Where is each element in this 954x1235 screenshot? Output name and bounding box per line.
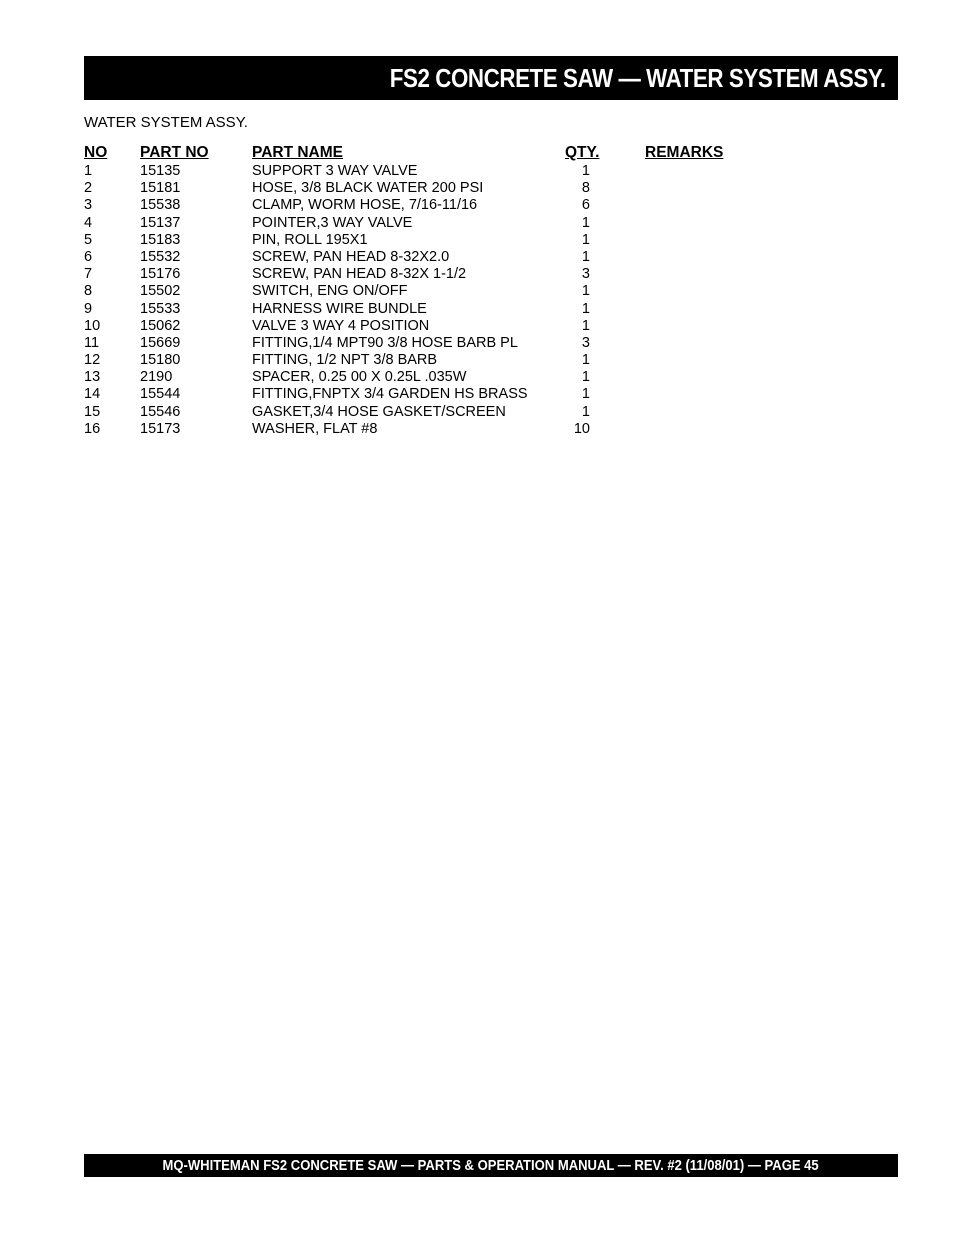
cell-no: 6 — [84, 248, 93, 265]
cell-qty: 1 — [581, 300, 590, 317]
cell-part-no: 15533 — [140, 300, 181, 317]
column-header-remarks: REMARKS — [645, 144, 724, 161]
cell-part-name: SWITCH, ENG ON/OFF — [252, 283, 408, 300]
cell-no: 9 — [84, 300, 93, 317]
column-header-part-name: PART NAME — [252, 144, 343, 161]
column-header-part-no: PART NO — [140, 144, 209, 161]
cell-part-no: 15538 — [140, 197, 181, 214]
table-row — [84, 197, 784, 214]
cell-no: 12 — [84, 352, 101, 369]
cell-qty: 1 — [581, 163, 590, 179]
cell-qty: 3 — [581, 334, 590, 351]
cell-part-name: GASKET,3/4 HOSE GASKET/SCREEN — [252, 403, 506, 420]
cell-no: 5 — [84, 231, 93, 248]
cell-qty: 10 — [573, 420, 590, 437]
cell-part-name: FITTING,FNPTX 3/4 GARDEN HS BRASS — [252, 386, 528, 403]
cell-part-no: 15669 — [140, 334, 181, 351]
table-row — [84, 215, 784, 232]
cell-qty: 6 — [581, 197, 590, 214]
table-row — [84, 266, 784, 283]
cell-qty: 1 — [581, 403, 590, 420]
cell-part-no: 15135 — [140, 163, 181, 179]
cell-part-no: 15183 — [140, 231, 181, 248]
cell-no: 11 — [84, 334, 100, 351]
cell-part-no: 15180 — [140, 352, 181, 369]
column-header-no: NO — [84, 144, 108, 161]
footer-text: MQ-WHITEMAN FS2 CONCRETE SAW — PARTS & OPERATION MANUAL — REV. #2 (11/08/01) — PAGE 45 — [162, 1157, 820, 1174]
cell-no: 4 — [84, 214, 93, 231]
cell-part-name: SUPPORT 3 WAY VALVE — [252, 163, 418, 179]
cell-no: 14 — [84, 386, 101, 403]
cell-no: 16 — [84, 420, 101, 437]
table-row — [84, 318, 784, 335]
cell-part-name: FITTING,1/4 MPT90 3/8 HOSE BARB PL — [252, 334, 518, 351]
cell-part-name: CLAMP, WORM HOSE, 7/16-11/16 — [252, 197, 478, 214]
cell-part-name: HARNESS WIRE BUNDLE — [252, 300, 427, 317]
cell-part-no: 15062 — [140, 317, 181, 334]
column-header-qty: QTY. — [565, 144, 600, 161]
section-title: WATER SYSTEM ASSY. — [84, 114, 248, 131]
cell-no: 7 — [84, 266, 93, 283]
cell-qty: 1 — [581, 369, 590, 386]
cell-part-no: 15137 — [140, 214, 181, 231]
cell-part-name: POINTER,3 WAY VALVE — [252, 214, 413, 231]
cell-part-name: SPACER, 0.25 00 X 0.25L .035W — [252, 369, 467, 386]
cell-qty: 8 — [581, 180, 590, 197]
cell-part-no: 15502 — [140, 283, 181, 300]
table-row — [84, 404, 784, 421]
cell-part-name: PIN, ROLL 195X1 — [252, 231, 368, 248]
cell-part-no: 15544 — [140, 386, 181, 403]
cell-no: 13 — [84, 369, 101, 386]
cell-part-no: 15173 — [140, 420, 181, 437]
table-row — [84, 421, 784, 438]
cell-part-no: 15181 — [140, 180, 181, 197]
cell-part-name: SCREW, PAN HEAD 8-32X2.0 — [252, 248, 450, 265]
table-row — [84, 301, 784, 318]
cell-part-no: 2190 — [140, 369, 173, 386]
cell-no: 2 — [84, 180, 93, 197]
cell-no: 3 — [84, 197, 93, 214]
parts-table — [84, 144, 784, 438]
cell-qty: 1 — [581, 283, 590, 300]
cell-no: 1 — [84, 163, 93, 179]
table-row — [84, 163, 784, 180]
cell-no: 15 — [84, 403, 101, 420]
cell-part-name: WASHER, FLAT #8 — [252, 420, 378, 437]
cell-qty: 1 — [581, 386, 590, 403]
page-footer-bar — [84, 1154, 898, 1177]
table-header-row — [84, 144, 784, 163]
table-row — [84, 335, 784, 352]
cell-part-name: FITTING, 1/2 NPT 3/8 BARB — [252, 352, 438, 369]
cell-no: 10 — [84, 317, 101, 334]
table-row — [84, 180, 784, 197]
cell-part-no: 15546 — [140, 403, 181, 420]
table-body — [84, 163, 784, 438]
cell-qty: 1 — [581, 317, 590, 334]
cell-part-no: 15532 — [140, 248, 181, 265]
cell-qty: 1 — [581, 248, 590, 265]
cell-part-name: SCREW, PAN HEAD 8-32X 1-1/2 — [252, 266, 467, 283]
page-header-bar — [84, 56, 898, 100]
table-row — [84, 249, 784, 266]
cell-qty: 3 — [581, 266, 590, 283]
table-row — [84, 352, 784, 369]
cell-part-name: VALVE 3 WAY 4 POSITION — [252, 317, 430, 334]
cell-part-name: HOSE, 3/8 BLACK WATER 200 PSI — [252, 180, 484, 197]
cell-part-no: 15176 — [140, 266, 181, 283]
cell-qty: 1 — [581, 231, 590, 248]
table-row — [84, 386, 784, 403]
cell-qty: 1 — [581, 352, 590, 369]
table-row — [84, 369, 784, 386]
cell-qty: 1 — [581, 214, 590, 231]
cell-no: 8 — [84, 283, 93, 300]
table-row — [84, 232, 784, 249]
table-row — [84, 283, 784, 300]
page-title: FS2 CONCRETE SAW — WATER SYSTEM ASSY. — [390, 62, 886, 93]
